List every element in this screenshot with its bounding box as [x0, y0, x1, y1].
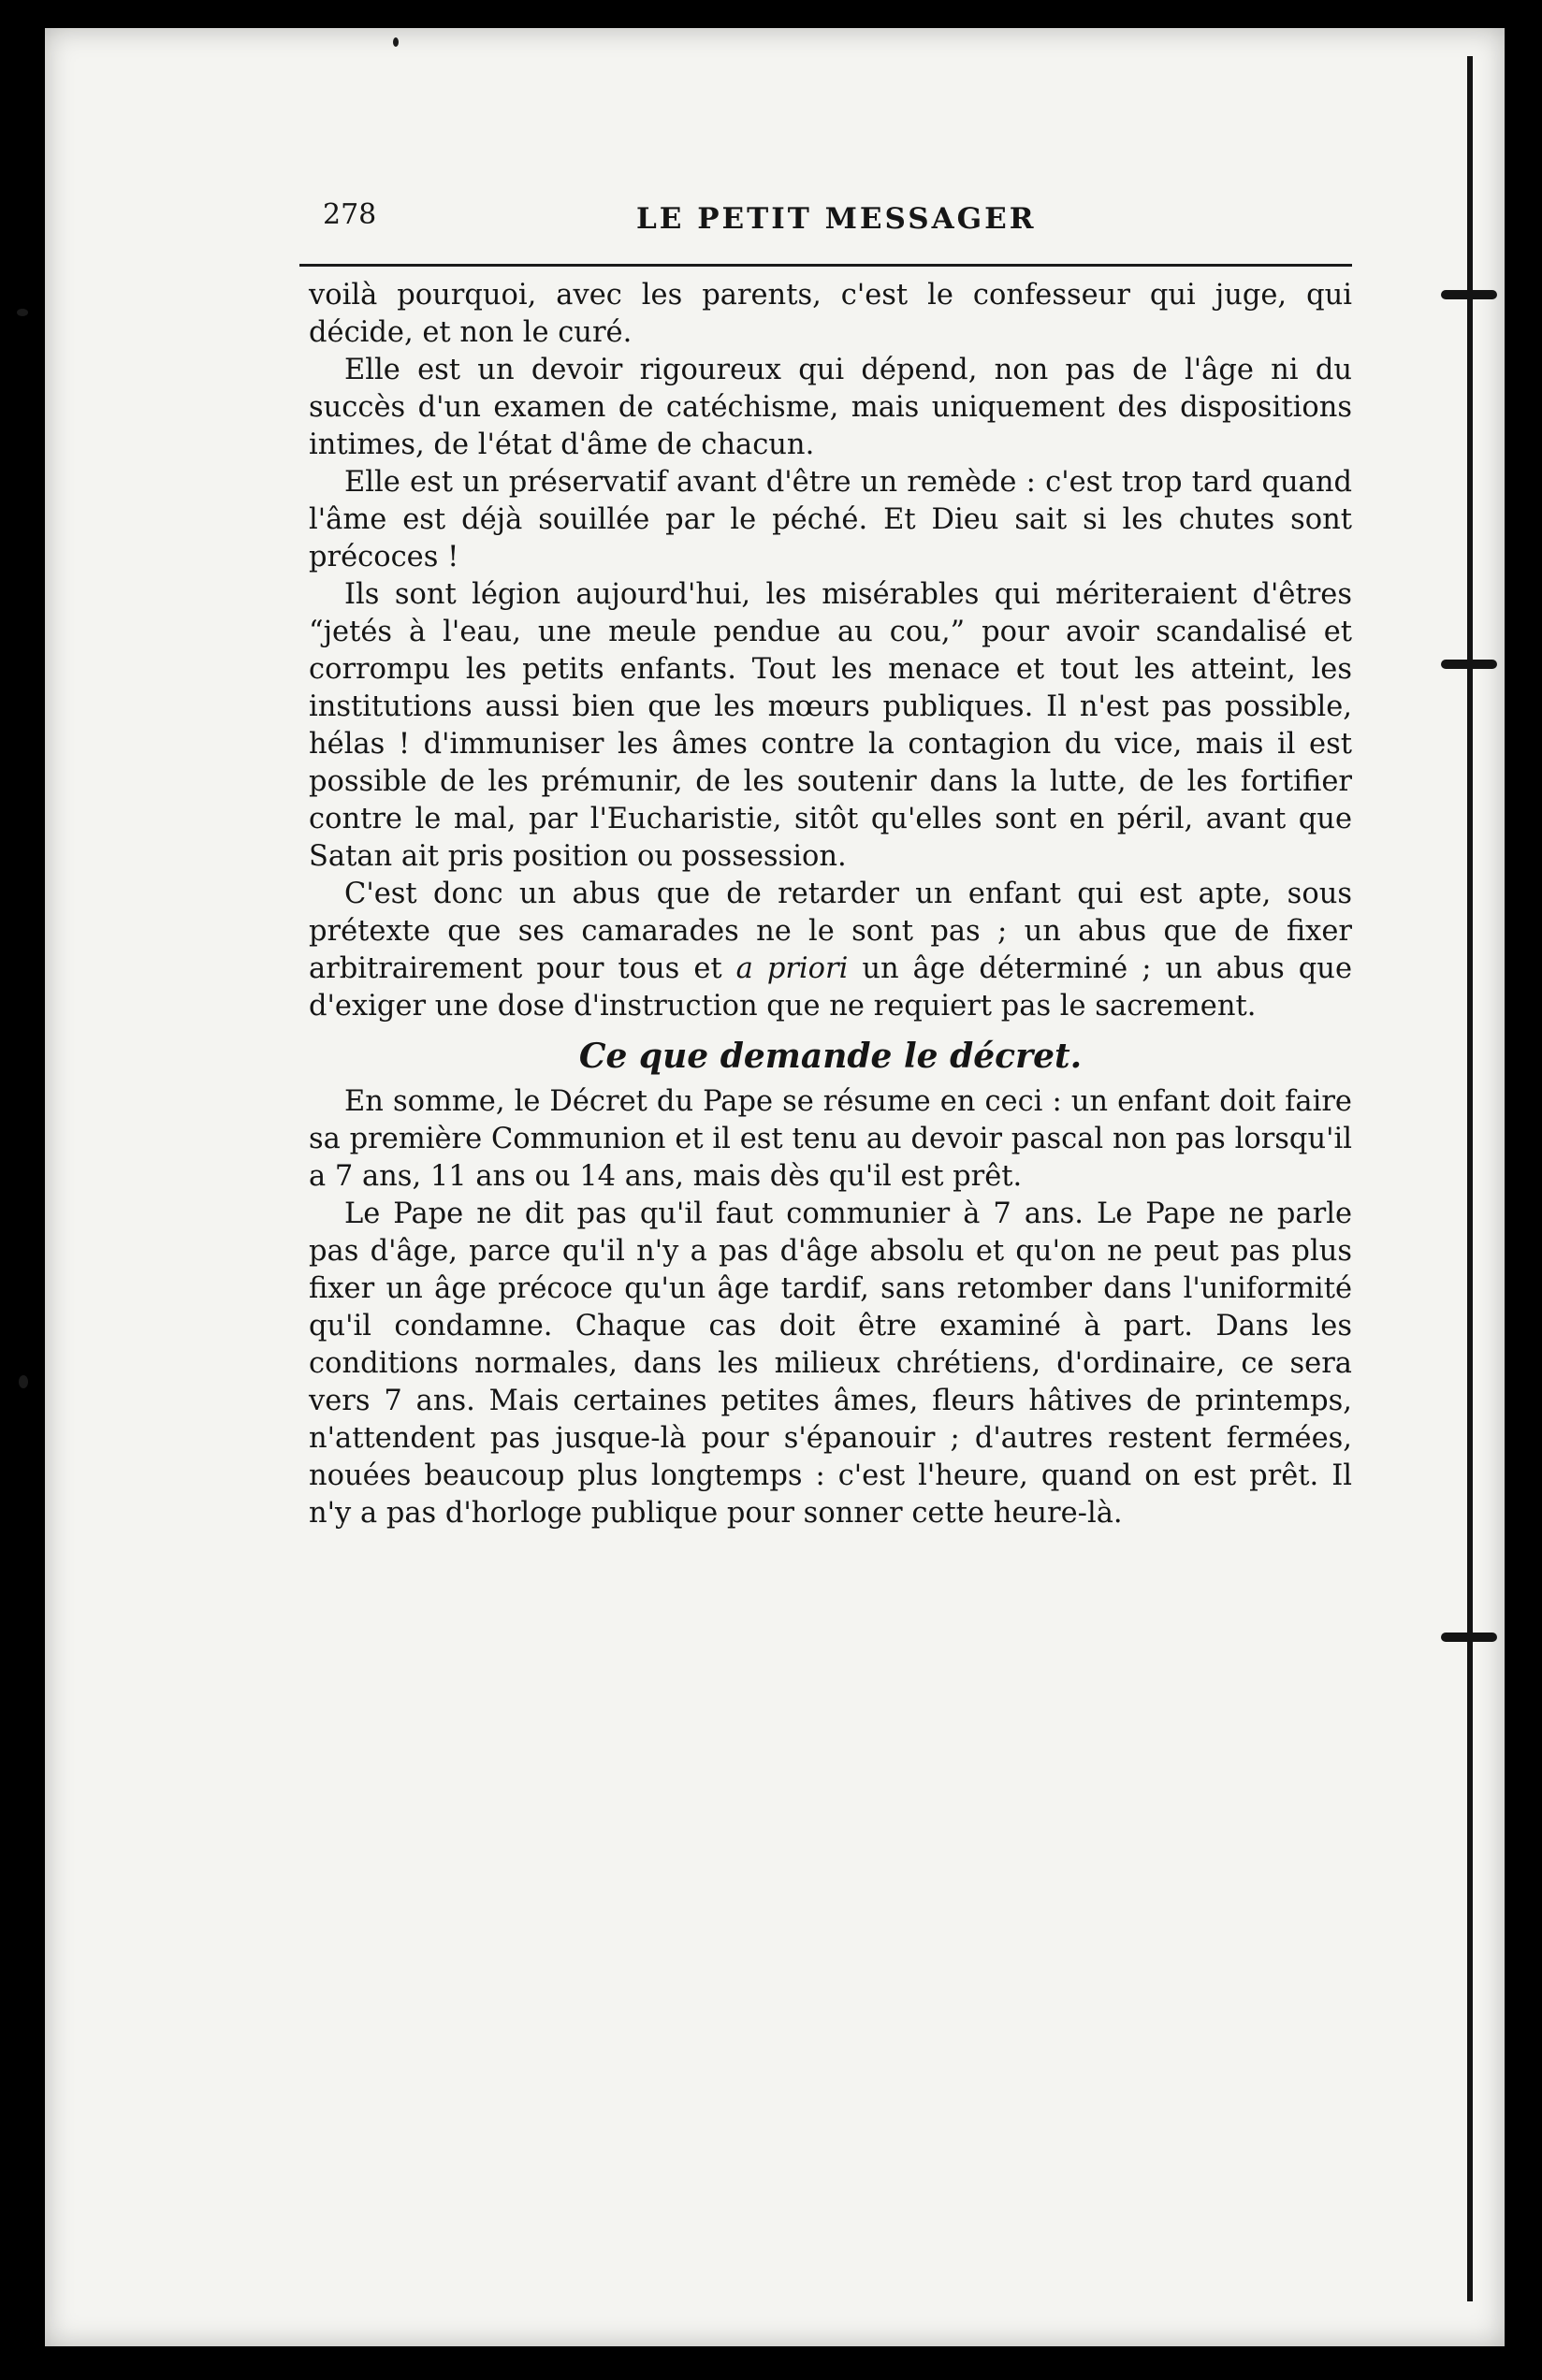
paragraph: En somme, le Décret du Pape se résume en ceci : un enfant doit faire sa première Communion et il est tenu au devoir pascal non pas lorsqu'il a 7 ans, 11 ans ou 14 ans, mais dès qu'il est prêt.: [309, 1085, 1352, 1193]
scan-speck: [19, 1375, 28, 1388]
running-title: LE PETIT MESSAGER: [636, 202, 1037, 236]
emphasis-a-priori: a priori: [735, 952, 849, 985]
paragraph: Le Pape ne dit pas qu'il faut communier à 7 ans. Le Pape ne parle pas d'âge, parce qu'il n'y a pas d'âge absolu et qu'on ne peut pas plus fixer un âge précoce qu'un âge tardif, sans retomber dans l'uniformité qu'il condamne. Chaque cas doit être examiné à part. Dans les conditions normales, dans les milieux chrétiens, d'ordinaire, ce sera vers 7 ans. Mais certaines petites âmes, fleurs hâtives de printemps, n'attendent pas jusque-là pour s'épanouir ; d'autres restent fermées, nouées beaucoup plus longtemps : c'est l'heure, quand on est prêt. Il n'y a pas d'horloge publique pour sonner cette heure-là.: [309, 1197, 1352, 1530]
binding-stitch: [1441, 660, 1497, 669]
scan-speck: [17, 309, 28, 316]
text-run: un âge déterminé ; un abus que d'exiger une dose d'instruction que ne requiert pas le sacrement.: [309, 952, 1352, 1023]
text-run: C'est donc un abus que de retarder un enfant qui est apte, sous prétexte que ses camarades ne le sont pas ; un abus que de fixer arbitrairement pour tous et: [309, 878, 1352, 985]
section-heading: Ce que demande le décret.: [578, 1037, 1083, 1076]
paragraph-abus: [309, 876, 1352, 1025]
paragraph: Elle est un préservatif avant d'être un remède : c'est trop tard quand l'âme est déjà souillée par le péché. Et Dieu sait si les chutes sont précoces !: [309, 466, 1352, 573]
header-rule: [299, 264, 1352, 267]
page-number: 278: [323, 198, 377, 231]
paragraph: voilà pourquoi, avec les parents, c'est le confesseur qui juge, qui décide, et non le curé.: [309, 279, 1352, 349]
page-body: [309, 277, 1352, 1532]
binding-stitch: [1441, 290, 1497, 299]
paragraph: Ils sont légion aujourd'hui, les misérables qui mériteraient d'êtres “jetés à l'eau, une meule pendue au cou,” pour avoir scandalisé et corrompu les petits enfants. Tout les menace et tout les atteint, les institutions aussi bien que les mœurs publiques. Il n'est pas possible, hélas ! d'immuniser les âmes contre la contagion du vice, mais il est possible de les prémunir, de les soutenir dans la lutte, de les fortifier contre le mal, par l'Eucharistie, sitôt qu'elles sont en péril, avant que Satan ait pris position ou possession.: [309, 578, 1352, 873]
page-header: [323, 187, 1352, 243]
binding-stitch: [1441, 1633, 1497, 1642]
binding-thread: [1467, 56, 1473, 2301]
paragraph: Elle est un devoir rigoureux qui dépend, non pas de l'âge ni du succès d'un examen de catéchisme, mais uniquement des dispositions intimes, de l'état d'âme de chacun.: [309, 354, 1352, 461]
scan-speck: [393, 37, 399, 47]
